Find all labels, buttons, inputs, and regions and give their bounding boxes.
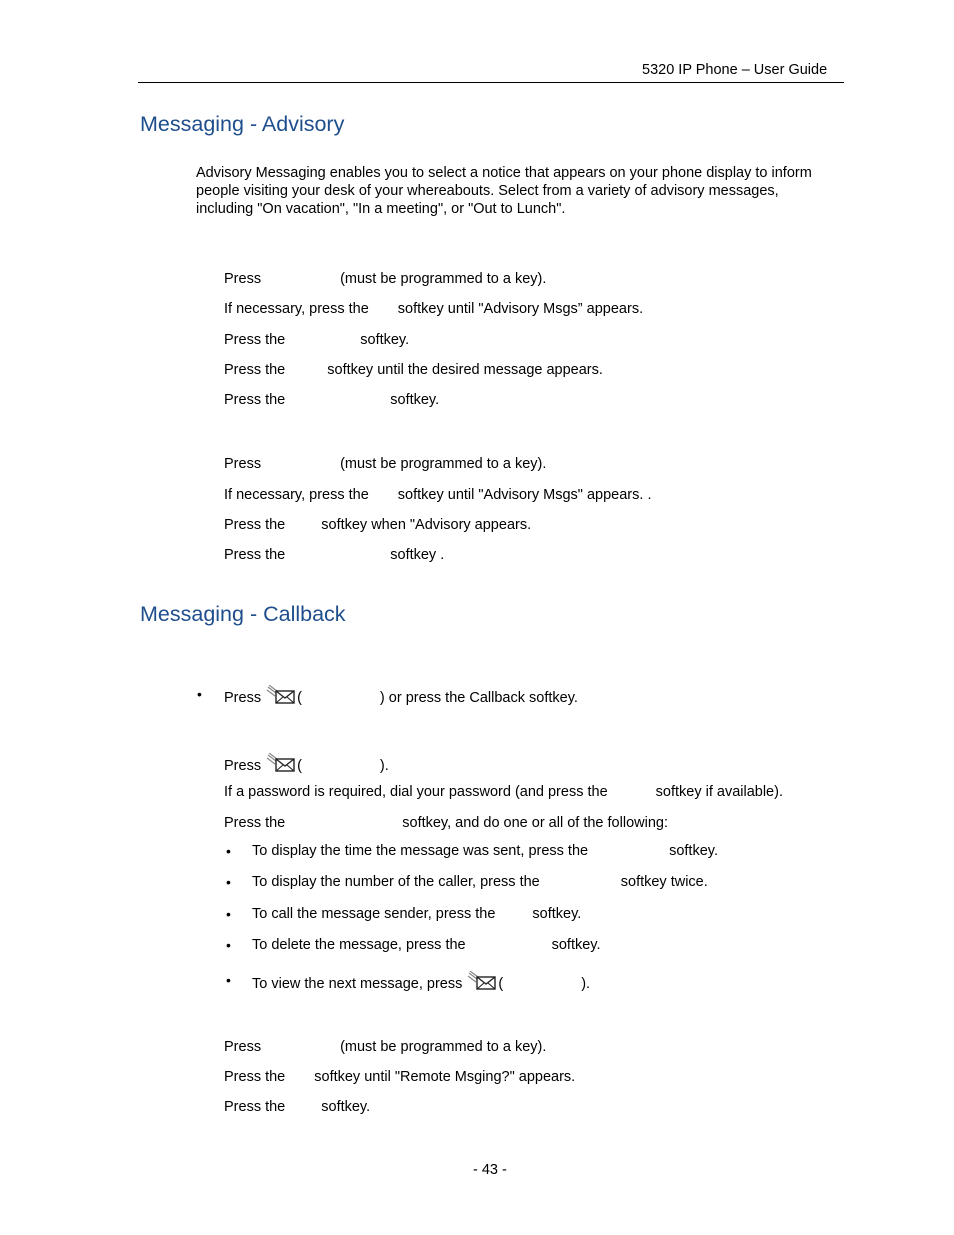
retrieve-step-2: If a password is required, dial your password (and press the softkey if available). <box>224 784 783 800</box>
bullet-marker: • <box>226 937 231 953</box>
message-key-icon <box>466 971 498 991</box>
advisory-intro: Advisory Messaging enables you to select a notice that appears on your phone display to inform people visiting your desk of your whereabouts. Select from a variety of advisory messages, including "On vacation", "In a meeting", or "Out to Lunch". <box>196 165 812 217</box>
cancel-step-2: If necessary, press the softkey until "Advisory Msgs" appears. . <box>224 487 652 503</box>
option-2: To display the number of the caller, press the softkey twice. <box>252 874 708 890</box>
set-step-3: Press the softkey. <box>224 332 410 348</box>
set-step-4: Press the softkey until the desired message appears. <box>224 362 603 378</box>
bullet-marker: • <box>226 874 231 890</box>
cancel-step-3: Press the softkey when "Advisory appears. <box>224 517 532 533</box>
remote-step-2: Press the softkey until "Remote Msging?" appears. <box>224 1069 576 1085</box>
section-heading-advisory: Messaging - Advisory <box>140 112 345 136</box>
cancel-step-4: Press the softkey . <box>224 547 445 563</box>
retrieve-step-3: Press the softkey, and do one or all of the following: <box>224 815 668 831</box>
option-1: To display the time the message was sent, press the softkey. <box>252 843 718 859</box>
set-step-1: Press (must be programmed to a key). <box>224 271 547 287</box>
header-rule <box>138 82 844 83</box>
option-3: To call the message sender, press the softkey. <box>252 906 582 922</box>
section-heading-callback: Messaging - Callback <box>140 602 346 626</box>
set-step-2: If necessary, press the softkey until "Advisory Msgs” appears. <box>224 301 644 317</box>
bullet-marker: • <box>226 972 231 988</box>
leave-callback-step: Press ( ) or press the Callback softkey. <box>224 685 578 707</box>
retrieve-step-1: Press ( ). <box>224 753 389 775</box>
message-key-icon <box>265 753 297 773</box>
bullet-marker: • <box>226 906 231 922</box>
set-step-5: Press the softkey. <box>224 392 440 408</box>
remote-step-3: Press the softkey. <box>224 1099 371 1115</box>
page-number: - 43 - <box>473 1162 507 1178</box>
option-5: To view the next message, press ( ). <box>252 971 590 993</box>
message-key-icon <box>265 685 297 705</box>
remote-step-1: Press (must be programmed to a key). <box>224 1039 547 1055</box>
cancel-step-1: Press (must be programmed to a key). <box>224 456 547 472</box>
option-4: To delete the message, press the softkey. <box>252 937 601 953</box>
running-header: 5320 IP Phone – User Guide <box>642 62 828 78</box>
bullet-marker: • <box>226 843 231 859</box>
bullet-marker: • <box>197 686 202 702</box>
